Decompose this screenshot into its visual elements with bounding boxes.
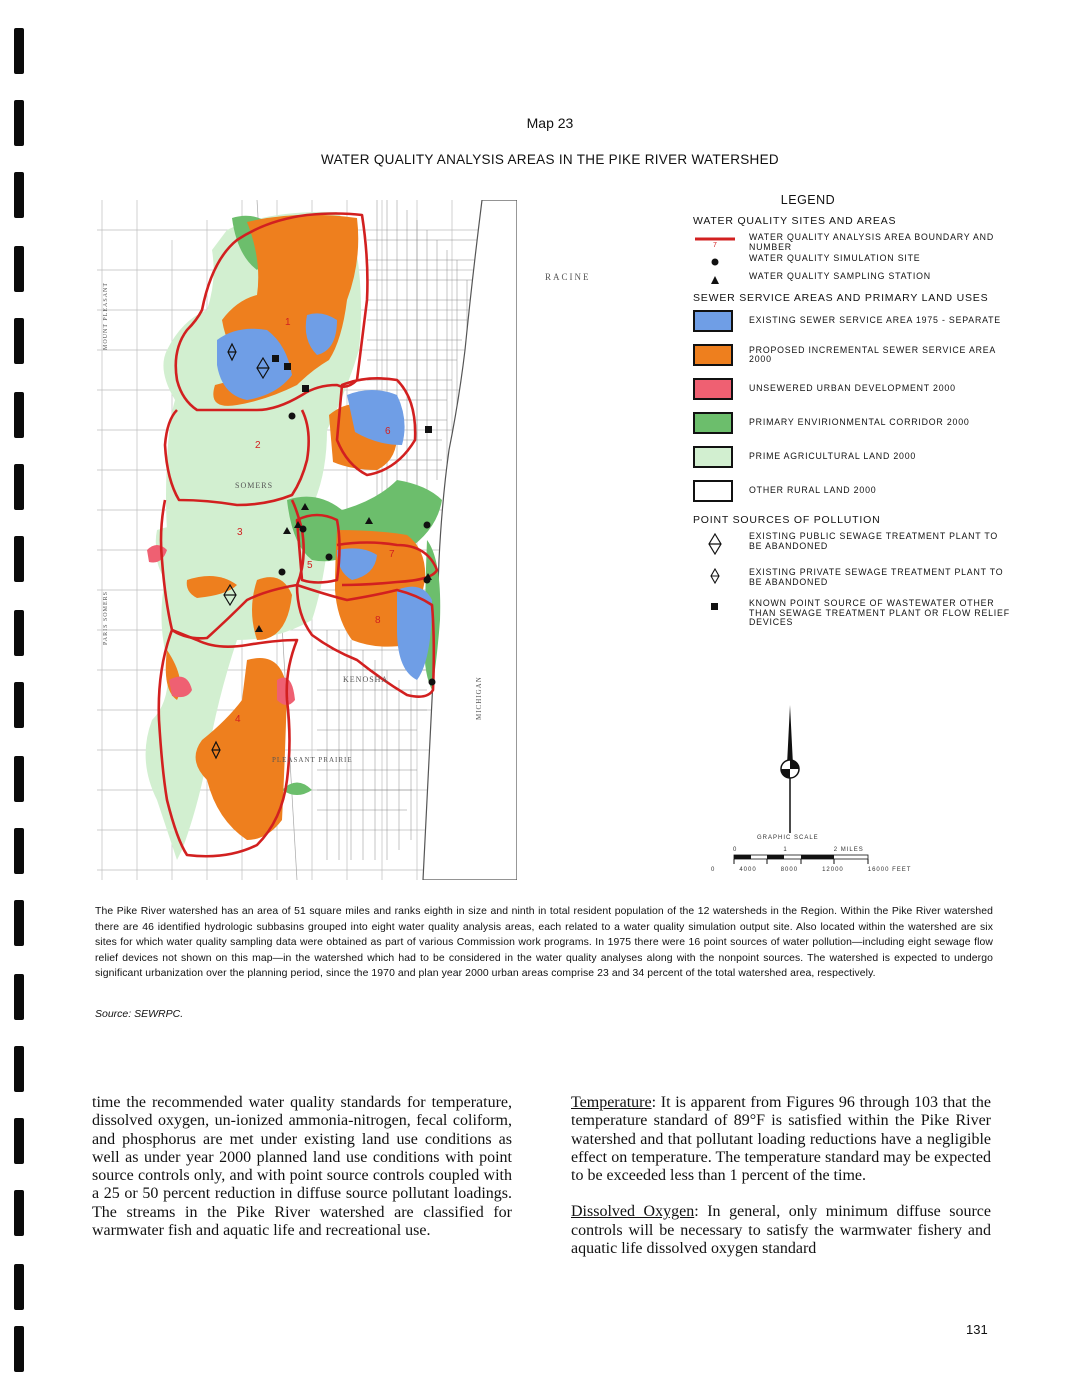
legend-land-corridor [693, 412, 1013, 434]
binding-edge [6, 0, 28, 1380]
temperature-heading: Temperature [571, 1094, 652, 1111]
place-paris-somers: PARIS SOMERS [103, 591, 109, 645]
legend-item-boundary [693, 233, 1013, 252]
swatch-prime-agricultural [693, 446, 733, 468]
place-mount-pleasant: MOUNT PLEASANT [103, 281, 109, 350]
swatch-other-rural [693, 480, 733, 502]
scale-mile-2: 2 MILES [833, 847, 864, 853]
scale-title: GRAPHIC SCALE [757, 835, 819, 841]
source-note: Source: SEWRPC. [95, 1008, 184, 1020]
scale-mile-0: 0 [733, 847, 738, 853]
legend [693, 193, 1013, 630]
legend-land-existing [693, 310, 1013, 332]
temperature-text: : It is apparent from Figures 96 through 103 that the temperature standard of 89°F is satisfied within the Pike River watershed and that pollutant loading reductions have a negligible effect on temperature. The temperature standard may be expected to be exceeded less than 1 percent of the time. [571, 1094, 991, 1185]
scale-foot-3: 12000 [822, 867, 844, 873]
scale-bar [733, 853, 893, 865]
body-column-right [571, 1094, 991, 1276]
legend-point-source-label: KNOWN POINT SOURCE OF WASTEWATER OTHER THAN SEWAGE TREATMENT PLANT OR FLOW RELIEF DEVICES [749, 598, 1010, 627]
legend-land-agricultural [693, 446, 1013, 468]
swatch-existing-sewer [693, 310, 733, 332]
legend-land-proposed [693, 344, 1013, 366]
watershed-map [97, 200, 517, 880]
scale-foot-2: 8000 [780, 867, 799, 873]
legend-section-sewer: SEWER SERVICE AREAS AND PRIMARY LAND USES [693, 292, 989, 304]
boundary-line-icon [693, 235, 737, 247]
public-plant-icon [708, 533, 722, 555]
page-number: 131 [966, 1322, 988, 1337]
legend-land-label-3: PRIMARY ENVIRIONMENTAL CORRIDOR 2000 [749, 417, 970, 428]
scale-feet [711, 867, 911, 873]
legend-simulation-label: WATER QUALITY SIMULATION SITE [749, 253, 921, 263]
area-number-5: 5 [307, 560, 313, 571]
scale-mile-1: 1 [783, 847, 788, 853]
legend-item-sampling [693, 272, 1013, 288]
area-number-6: 6 [385, 426, 391, 437]
legend-item-point-source [693, 599, 1013, 628]
paragraph-temperature [571, 1094, 991, 1185]
swatch-unsewered-urban [693, 378, 733, 400]
legend-item-public-plant [693, 532, 1013, 556]
map-title: WATER QUALITY ANALYSIS AREAS IN THE PIKE RIVER WATERSHED [321, 152, 779, 167]
graphic-scale [705, 835, 911, 873]
legend-section-water: WATER QUALITY SITES AND AREAS [693, 215, 897, 227]
legend-land-rural [693, 480, 1013, 502]
point-source-square-icon [710, 602, 720, 612]
place-somers: SOMERS [235, 481, 274, 490]
scale-foot-0: 0 [711, 867, 716, 873]
simulation-dot-icon [710, 257, 720, 267]
area-number-7: 7 [389, 549, 395, 560]
legend-land-unsewered [693, 378, 1013, 400]
legend-land-label-0: EXISTING SEWER SERVICE AREA 1975 - SEPARATE [749, 315, 1001, 326]
legend-section-point: POINT SOURCES OF POLLUTION [693, 514, 881, 526]
area-number-2: 2 [255, 440, 261, 451]
dissolved-oxygen-heading: Dissolved Oxygen [571, 1203, 695, 1221]
place-lake-michigan: MICHIGAN [475, 676, 483, 720]
private-plant-icon [710, 568, 720, 584]
area-number-8: 8 [375, 615, 381, 626]
place-pleasant-prairie: PLEASANT PRAIRIE [272, 756, 353, 764]
legend-boundary-label: WATER QUALITY ANALYSIS AREA BOUNDARY AND NUMBER [749, 232, 994, 252]
map-svg [97, 200, 517, 880]
sampling-triangle-icon [710, 275, 720, 285]
place-racine-label: RACINE [545, 272, 591, 282]
legend-private-plant-label: EXISTING PRIVATE SEWAGE TREATMENT PLANT TO BE ABANDONED [749, 567, 1004, 587]
north-arrow-icon [770, 705, 810, 835]
legend-item-private-plant [693, 568, 1013, 587]
legend-land-label-1: PROPOSED INCREMENTAL SEWER SERVICE AREA 2000 [749, 344, 996, 364]
map-label: Map 23 [526, 115, 574, 131]
area-number-4: 4 [235, 714, 241, 725]
body-column-left [92, 1094, 512, 1258]
legend-land-label-5: OTHER RURAL LAND 2000 [749, 485, 877, 496]
svg-text:7: 7 [713, 242, 718, 247]
swatch-proposed-sewer [693, 344, 733, 366]
map-caption: The Pike River watershed has an area of 51 square miles and ranks eighth in size and ninth in total resident population of the 12 watersheds in the Region. Within the Pike River watershed there are 46 identified hydrologic subbasins grouped into eight water quality analysis areas, each related to a water quality simulation output site. Also located within the watershed are six sites for which water quality sampling data were obtained as part of various Commission work programs. In 1975 there were 16 point sources of water pollution—including eight sewage flow relief devices not shown on this map—in the watershed which had to be considered in the water quality analyses along with the nonpoint sources. The watershed is expected to undergo significant urbanization over the planning period, since the 1970 and plan year 2000 urban areas comprise 23 and 34 percent of the total watershed area, respectively. [95, 906, 993, 980]
scale-foot-1: 4000 [739, 867, 757, 873]
paragraph-dissolved-oxygen [571, 1203, 991, 1258]
paragraph-standards: time the recommended water quality standards for temperature, dissolved oxygen, un-ionized ammonia-nitrogen, fecal coliform, and phosphorus are met under existing land use conditions as well as under year 2000 planned land use conditions with point source controls only, and with point source controls coupled with a 25 or 50 percent reduction in diffuse source pollutant loadings. The streams in the Pike River watershed are classified for warmwater fish and aquatic life and recreational use. [92, 1094, 512, 1240]
legend-land-label-4: PRIME AGRICULTURAL LAND 2000 [749, 451, 917, 462]
area-number-3: 3 [237, 527, 243, 538]
dissolved-oxygen-text: : In general, only minimum diffuse source controls will be necessary to satisfy the warmwater fishery and aquatic life dissolved oxygen standard [571, 1203, 992, 1258]
swatch-environmental-corridor [693, 412, 733, 434]
legend-title: LEGEND [780, 193, 836, 207]
north-arrow [770, 705, 810, 840]
place-kenosha: KENOSHA [343, 675, 389, 684]
legend-land-label-2: UNSEWERED URBAN DEVELOPMENT 2000 [749, 383, 956, 394]
legend-item-simulation [693, 254, 1013, 270]
legend-public-plant-label: EXISTING PUBLIC SEWAGE TREATMENT PLANT TO BE ABANDONED [749, 531, 999, 551]
scale-foot-4: 16000 FEET [867, 867, 912, 873]
legend-sampling-label: WATER QUALITY SAMPLING STATION [749, 271, 931, 281]
area-number-1: 1 [285, 317, 291, 328]
